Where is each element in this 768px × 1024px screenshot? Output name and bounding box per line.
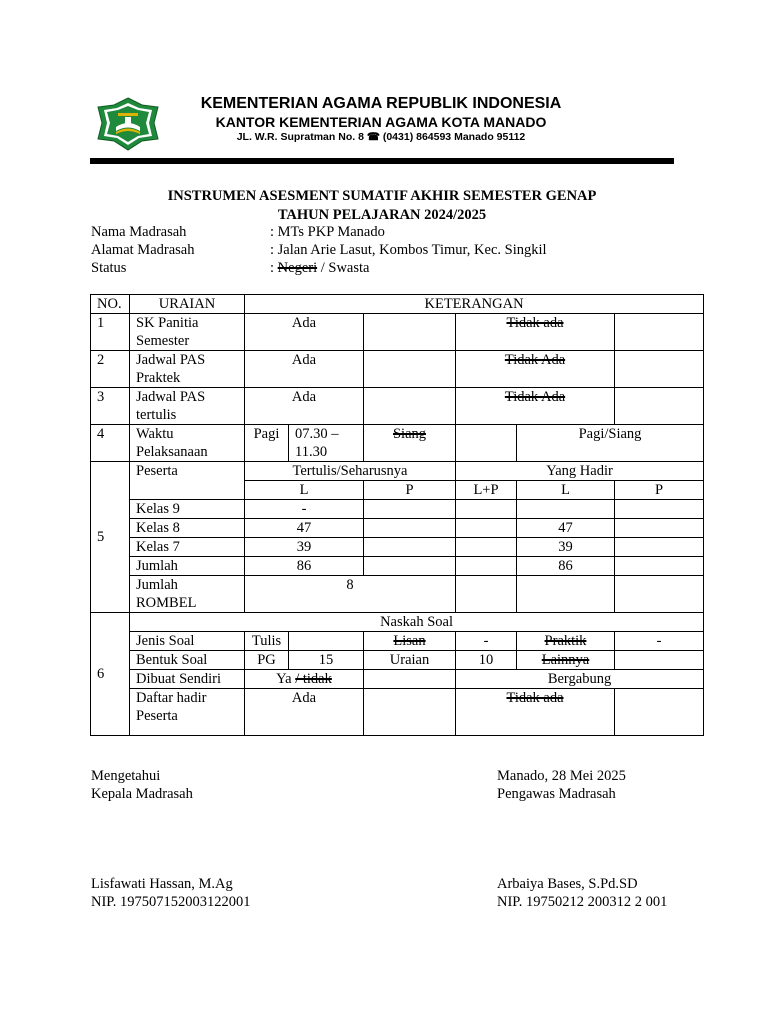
table-row xyxy=(91,519,704,538)
empty-cell xyxy=(456,557,517,576)
tidak-ada-struck: Tidak Ada xyxy=(504,389,566,405)
empty-cell xyxy=(615,689,704,736)
tidak-ada-struck: Tidak Ada xyxy=(504,352,566,368)
hadir-jumlah-l: 86 xyxy=(517,557,615,576)
tidak-ada-struck: Tidak ada xyxy=(506,315,564,331)
assessment-table xyxy=(90,294,704,736)
empty-cell xyxy=(364,388,456,425)
row-no: 1 xyxy=(91,314,130,351)
col-p: P xyxy=(364,481,456,500)
sig-right-date: Manado, 28 Mei 2025 xyxy=(497,768,626,784)
jenis-dash-2: - xyxy=(615,632,704,651)
daftar-tidak-struck: Tidak ada xyxy=(506,690,564,706)
row-no: 4 xyxy=(91,425,130,462)
alamat-madrasah-value: : Jalan Arie Lasut, Kombos Timur, Kec. Singkil xyxy=(270,242,547,258)
empty-cell xyxy=(615,576,704,613)
address-text: JL. W.R. Supratman No. 8 xyxy=(236,131,364,143)
row-tidak-ada xyxy=(456,388,615,425)
bentuk-pg: PG xyxy=(245,651,289,670)
daftar-ada: Ada xyxy=(245,689,364,736)
table-row xyxy=(91,314,704,351)
row-ada: Ada xyxy=(245,351,364,388)
hadir-l: 39 xyxy=(517,538,615,557)
daftar-label: Daftar hadir Peserta xyxy=(130,689,245,736)
table-row xyxy=(91,670,704,689)
row-no: 5 xyxy=(91,462,130,613)
table-row xyxy=(91,613,704,632)
empty-cell xyxy=(456,425,517,462)
empty-cell xyxy=(615,351,704,388)
tidak-struck: / tidak xyxy=(295,671,332,687)
letterhead-office: KANTOR KEMENTERIAN AGAMA KOTA MANADO xyxy=(215,114,547,130)
dibuat-label: Dibuat Sendiri xyxy=(130,670,245,689)
empty-cell xyxy=(615,538,704,557)
bentuk-label: Bentuk Soal xyxy=(130,651,245,670)
table-row xyxy=(91,651,704,670)
status-colon: : xyxy=(270,260,278,276)
empty-cell xyxy=(456,576,517,613)
ya-text: Ya xyxy=(276,671,296,687)
empty-cell xyxy=(615,388,704,425)
header-no: NO. xyxy=(91,295,130,314)
kemenag-logo xyxy=(96,97,160,151)
siang-struck: Siang xyxy=(392,426,427,442)
bentuk-uraian-value: 10 xyxy=(456,651,517,670)
bentuk-lainnya xyxy=(517,651,615,670)
empty-cell xyxy=(615,314,704,351)
letterhead-ministry: KEMENTERIAN AGAMA REPUBLIK INDONESIA xyxy=(200,95,562,112)
jenis-dash: - xyxy=(456,632,517,651)
empty-cell xyxy=(615,651,704,670)
nama-madrasah-value: : MTs PKP Manado xyxy=(270,224,385,240)
status-swasta: / Swasta xyxy=(317,260,370,276)
col-lp: L+P xyxy=(456,481,517,500)
kelas-l: 39 xyxy=(245,538,364,557)
waktu-pagi-siang: Pagi/Siang xyxy=(517,425,704,462)
table-row xyxy=(91,689,704,736)
col-l: L xyxy=(245,481,364,500)
praktik-struck: Praktik xyxy=(544,633,587,649)
kelas-label: Kelas 9 xyxy=(130,500,245,519)
empty-cell xyxy=(615,557,704,576)
bentuk-pg-value: 15 xyxy=(289,651,364,670)
table-row xyxy=(91,632,704,651)
table-row xyxy=(91,576,704,613)
row-ada: Ada xyxy=(245,388,364,425)
jenis-praktik xyxy=(517,632,615,651)
row-uraian: Jadwal PAS Praktek xyxy=(130,351,245,388)
sig-left-mengetahui: Mengetahui xyxy=(91,768,161,784)
document-subtitle: TAHUN PELAJARAN 2024/2025 xyxy=(277,207,487,223)
row-uraian: SK Panitia Semester xyxy=(130,314,245,351)
status-negeri-struck: Negeri xyxy=(277,260,318,276)
status-value xyxy=(270,259,369,277)
empty-cell xyxy=(364,670,456,689)
row-no: 6 xyxy=(91,613,130,736)
table-row xyxy=(91,538,704,557)
yang-hadir-header: Yang Hadir xyxy=(456,462,704,481)
table-row xyxy=(91,557,704,576)
header-keterangan: KETERANGAN xyxy=(245,295,704,314)
waktu-jam: 07.30 – 11.30 xyxy=(289,425,364,462)
row-no: 3 xyxy=(91,388,130,425)
waktu-pagi: Pagi xyxy=(245,425,289,462)
jumlah-l: 86 xyxy=(245,557,364,576)
letterhead-divider xyxy=(90,158,674,164)
empty-cell xyxy=(364,557,456,576)
empty-cell xyxy=(517,500,615,519)
rombel-label: Jumlah ROMBEL xyxy=(130,576,245,613)
phone-icon: ☎ xyxy=(366,131,380,143)
table-header-row xyxy=(91,295,704,314)
row-uraian: Waktu Pelaksanaan xyxy=(130,425,245,462)
table-row xyxy=(91,462,704,481)
empty-cell xyxy=(456,500,517,519)
table-row xyxy=(91,351,704,388)
empty-cell xyxy=(517,576,615,613)
empty-cell xyxy=(364,314,456,351)
rombel-value: 8 xyxy=(245,576,456,613)
empty-cell xyxy=(615,500,704,519)
daftar-tidak-ada xyxy=(456,689,615,736)
kelas-label: Kelas 7 xyxy=(130,538,245,557)
row-no: 2 xyxy=(91,351,130,388)
row-tidak-ada xyxy=(456,314,615,351)
sig-left-name: Lisfawati Hassan, M.Ag xyxy=(91,876,233,892)
naskah-header: Naskah Soal xyxy=(130,613,704,632)
status-label: Status xyxy=(91,260,127,276)
kemenag-logo-icon xyxy=(96,97,160,151)
empty-cell xyxy=(456,519,517,538)
table-row xyxy=(91,500,704,519)
sig-right-nip: NIP. 19750212 200312 2 001 xyxy=(497,894,668,910)
header-uraian: URAIAN xyxy=(130,295,245,314)
kelas-label: Kelas 8 xyxy=(130,519,245,538)
empty-cell xyxy=(289,632,364,651)
sig-right-name: Arbaiya Bases, S.Pd.SD xyxy=(497,876,638,892)
row-ada: Ada xyxy=(245,314,364,351)
table-row xyxy=(91,425,704,462)
dibuat-ya xyxy=(245,670,364,689)
bentuk-uraian: Uraian xyxy=(364,651,456,670)
empty-cell xyxy=(364,500,456,519)
empty-cell xyxy=(615,519,704,538)
empty-cell xyxy=(364,351,456,388)
col-p: P xyxy=(615,481,704,500)
peserta-label: Peserta xyxy=(130,462,245,500)
jumlah-label: Jumlah xyxy=(130,557,245,576)
nama-madrasah-label: Nama Madrasah xyxy=(91,224,187,240)
phone-text: (0431) 864593 Manado 95112 xyxy=(382,131,526,143)
empty-cell xyxy=(364,519,456,538)
hadir-l: 47 xyxy=(517,519,615,538)
dibuat-bergabung: Bergabung xyxy=(456,670,704,689)
sig-right-role: Pengawas Madrasah xyxy=(497,786,616,802)
table-row xyxy=(91,388,704,425)
sig-left-nip: NIP. 197507152003122001 xyxy=(91,894,251,910)
empty-cell xyxy=(364,689,456,736)
lainnya-struck: Lainnya xyxy=(541,652,590,668)
jenis-tulis: Tulis xyxy=(245,632,289,651)
alamat-madrasah-label: Alamat Madrasah xyxy=(91,242,195,258)
letterhead-address xyxy=(180,131,582,144)
col-l: L xyxy=(517,481,615,500)
jenis-label: Jenis Soal xyxy=(130,632,245,651)
waktu-siang xyxy=(364,425,456,462)
sig-left-role: Kepala Madrasah xyxy=(91,786,193,802)
jenis-lisan xyxy=(364,632,456,651)
empty-cell xyxy=(364,538,456,557)
tertulis-header: Tertulis/Seharusnya xyxy=(245,462,456,481)
lisan-struck: Lisan xyxy=(393,633,426,649)
row-uraian: Jadwal PAS tertulis xyxy=(130,388,245,425)
row-tidak-ada xyxy=(456,351,615,388)
kelas-l: - xyxy=(245,500,364,519)
kelas-l: 47 xyxy=(245,519,364,538)
document-title: INSTRUMEN ASESMENT SUMATIF AKHIR SEMESTER GENAP xyxy=(167,188,597,204)
empty-cell xyxy=(456,538,517,557)
